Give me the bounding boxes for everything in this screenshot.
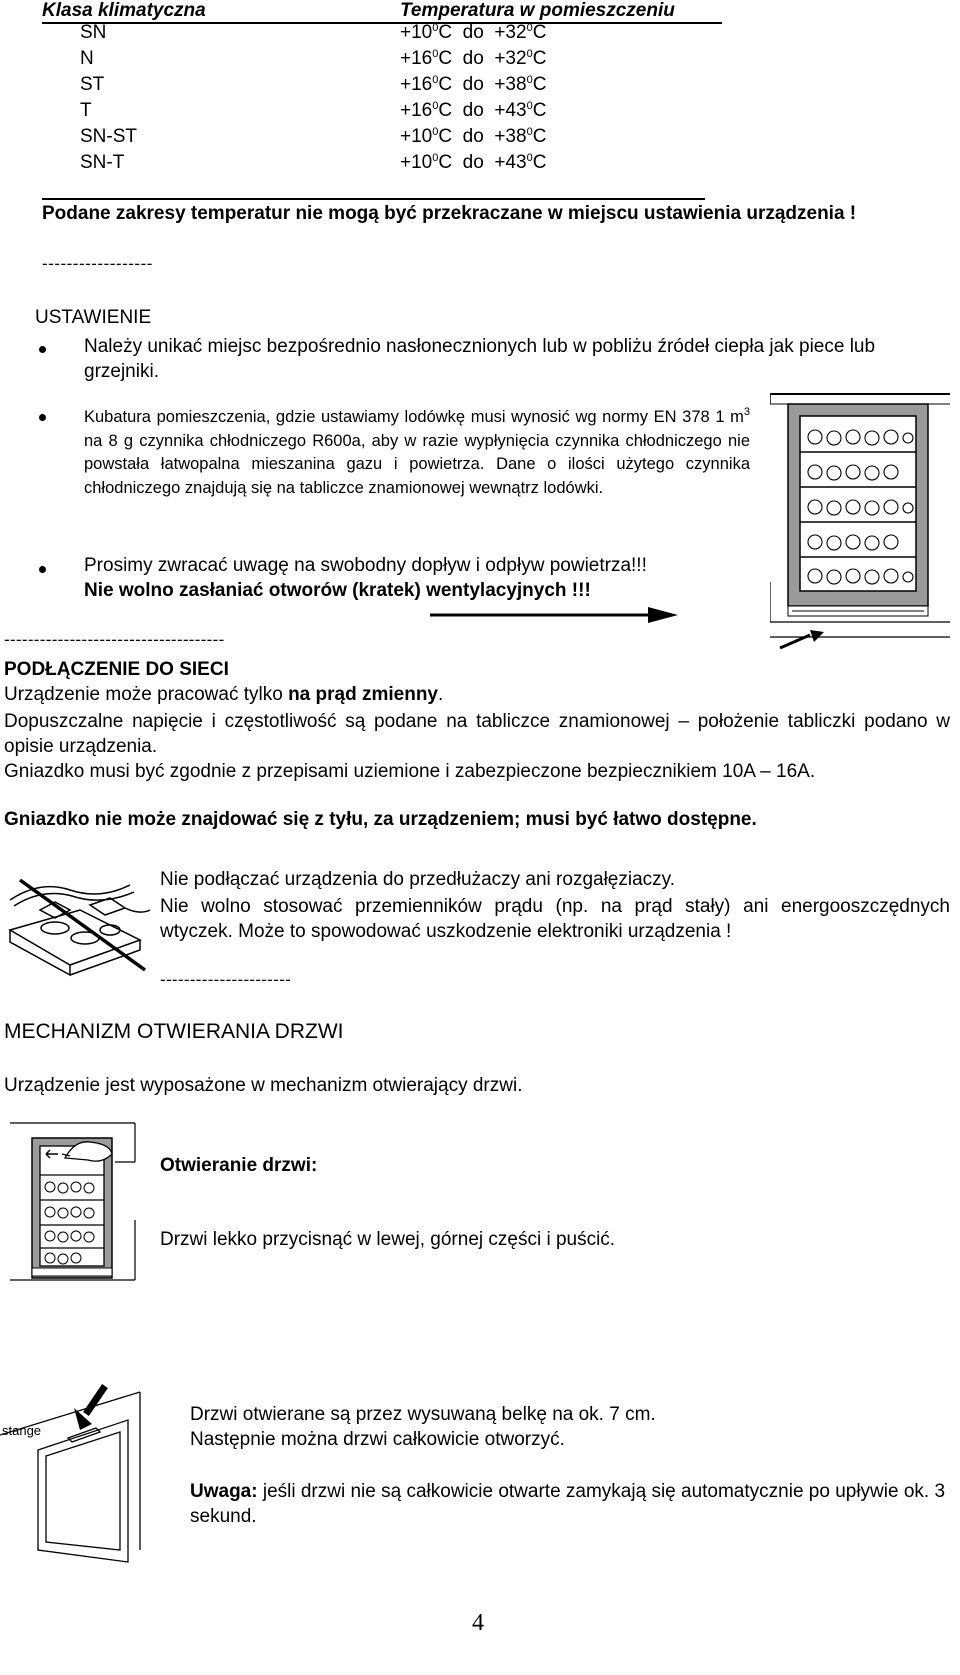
temperature-range: $+10^0C$ do $+32^0C$ — [400, 22, 547, 43]
kubatura-superscript: 3 — [743, 406, 750, 418]
power-type-text: Urządzenie może pracować tylko — [4, 684, 289, 705]
brand-label: stange — [2, 1423, 42, 1438]
table-header-temp: Temperatura w pomieszczeniu — [400, 0, 675, 21]
temperature-warning: Podane zakresy temperatur nie mogą być przekraczane w miejscu ustawienia urządzenia ! — [42, 203, 857, 224]
climate-row — [42, 126, 722, 152]
built-in-fridge-illustration — [770, 392, 950, 652]
climate-row — [42, 152, 722, 178]
temperature-range: $+10^0C$ do $+43^0C$ — [400, 152, 547, 173]
otwieranie-title: Otwieranie drzwi: — [160, 1155, 318, 1176]
open-door-illustration — [0, 1380, 160, 1565]
temperature-range: $+10^0C$ do $+38^0C$ — [400, 126, 547, 147]
temperature-range: $+16^0C$ do $+43^0C$ — [400, 100, 547, 121]
press-door-illustration — [10, 1120, 145, 1295]
temperature-range: $+16^0C$ do $+38^0C$ — [400, 74, 547, 95]
power-type-ac: na prąd zmienny — [288, 684, 438, 705]
bullet-3 — [39, 566, 46, 573]
ustawienie-vent-warning: Nie wolno zasłaniać otworów (kratek) wentylacyjnych !!! — [84, 580, 591, 601]
ustawienie-air-flow: Prosimy zwracać uwagę na swobodny dopływ i odpływ powietrza!!! — [84, 555, 647, 576]
climate-class: SN — [80, 22, 107, 43]
separator-dashes-3: ---------------------- — [160, 970, 292, 989]
climate-row — [42, 100, 722, 126]
ustawienie-bullet-kubatura — [84, 406, 750, 500]
door-warning — [190, 1479, 950, 1529]
uwaga-text: jeśli drzwi nie są całkowicie otwarte zamykają się automatycznie po upływie ok. 3 sekund. — [190, 1481, 946, 1527]
power-type-line — [4, 684, 443, 706]
table-header-class: Klasa klimatyczna — [42, 0, 206, 21]
airflow-arrow-icon — [430, 603, 680, 627]
climate-class: N — [80, 48, 94, 69]
climate-class: SN-ST — [80, 126, 137, 147]
climate-class: ST — [80, 74, 105, 95]
ustawienie-bullet-sun: Należy unikać miejsc bezpośrednio nasłonecznionych lub w pobliżu źródeł ciepła jak piece lub grzejniki. — [84, 336, 876, 382]
climate-class: SN-T — [80, 152, 125, 173]
temperature-range: $+16^0C$ do $+32^0C$ — [400, 48, 547, 69]
page-number: 4 — [472, 1610, 484, 1636]
socket-paragraph: Gniazdko musi być zgodnie z przepisami uziemione i zabezpieczone bezpiecznikiem 10A – 16A. — [4, 761, 816, 782]
climate-row — [42, 74, 722, 100]
climate-row — [42, 22, 722, 48]
section-title-mechanizm: MECHANIZM OTWIERANIA DRZWI — [4, 1020, 344, 1043]
no-extension-cords: Nie podłączać urządzenia do przedłużaczy ani rozgałęziaczy. — [160, 869, 676, 890]
climate-row — [42, 48, 722, 74]
separator-dashes: ------------------ — [42, 254, 153, 273]
bullet-2 — [39, 414, 46, 421]
kubatura-text-2: na 8 g czynnika chłodniczego R600a, aby w razie wypłynięcia czynnika chłodniczego nie powstała łatwopalna mieszanina gazu i powietrza. Dane o ilości użytego czynnika chłodniczego znajdują się na tabliczce znamionowej wewnątrz lodówki. — [84, 431, 750, 497]
section-title-ustawienie: USTAWIENIE — [35, 307, 152, 328]
section-title-podlaczenie: PODŁĄCZENIE DO SIECI — [4, 659, 229, 680]
climate-class: T — [80, 100, 92, 121]
separator-dashes-2: ------------------------------------- — [4, 630, 225, 649]
no-converters: Nie wolno stosować przemienników prądu (np. na prąd stały) ani energooszczędnych wtyczek. Może to spowodować uszkodzenie elektroniki urządzenia ! — [160, 896, 950, 942]
warning-top-rule — [42, 198, 705, 200]
otwieranie-text: Drzwi lekko przycisnąć w lewej, górnej części i puścić. — [160, 1229, 616, 1250]
kubatura-text-1: Kubatura pomieszczenia, gdzie ustawiamy lodówkę musi wynosić wg normy EN 378 1 m — [84, 408, 744, 426]
door-beam-text: Drzwi otwierane są przez wysuwaną belkę na ok. 7 cm. — [190, 1404, 656, 1425]
mechanizm-intro: Urządzenie jest wyposażone w mechanizm otwierający drzwi. — [4, 1075, 523, 1096]
voltage-paragraph: Dopuszczalne napięcie i częstotliwość są podane na tabliczce znamionowej – położenie tabliczki podano w opisie urządzenia. — [4, 711, 950, 757]
power-type-dot: . — [438, 684, 444, 705]
extension-cord-prohibited-illustration — [0, 870, 155, 980]
bullet-1 — [39, 346, 46, 353]
door-open-fully-text: Następnie można drzwi całkowicie otworzyć. — [190, 1429, 565, 1450]
uwaga-label: Uwaga: — [190, 1481, 258, 1502]
socket-location-warning: Gniazdko nie może znajdować się z tyłu, za urządzeniem; musi być łatwo dostępne. — [4, 809, 757, 830]
